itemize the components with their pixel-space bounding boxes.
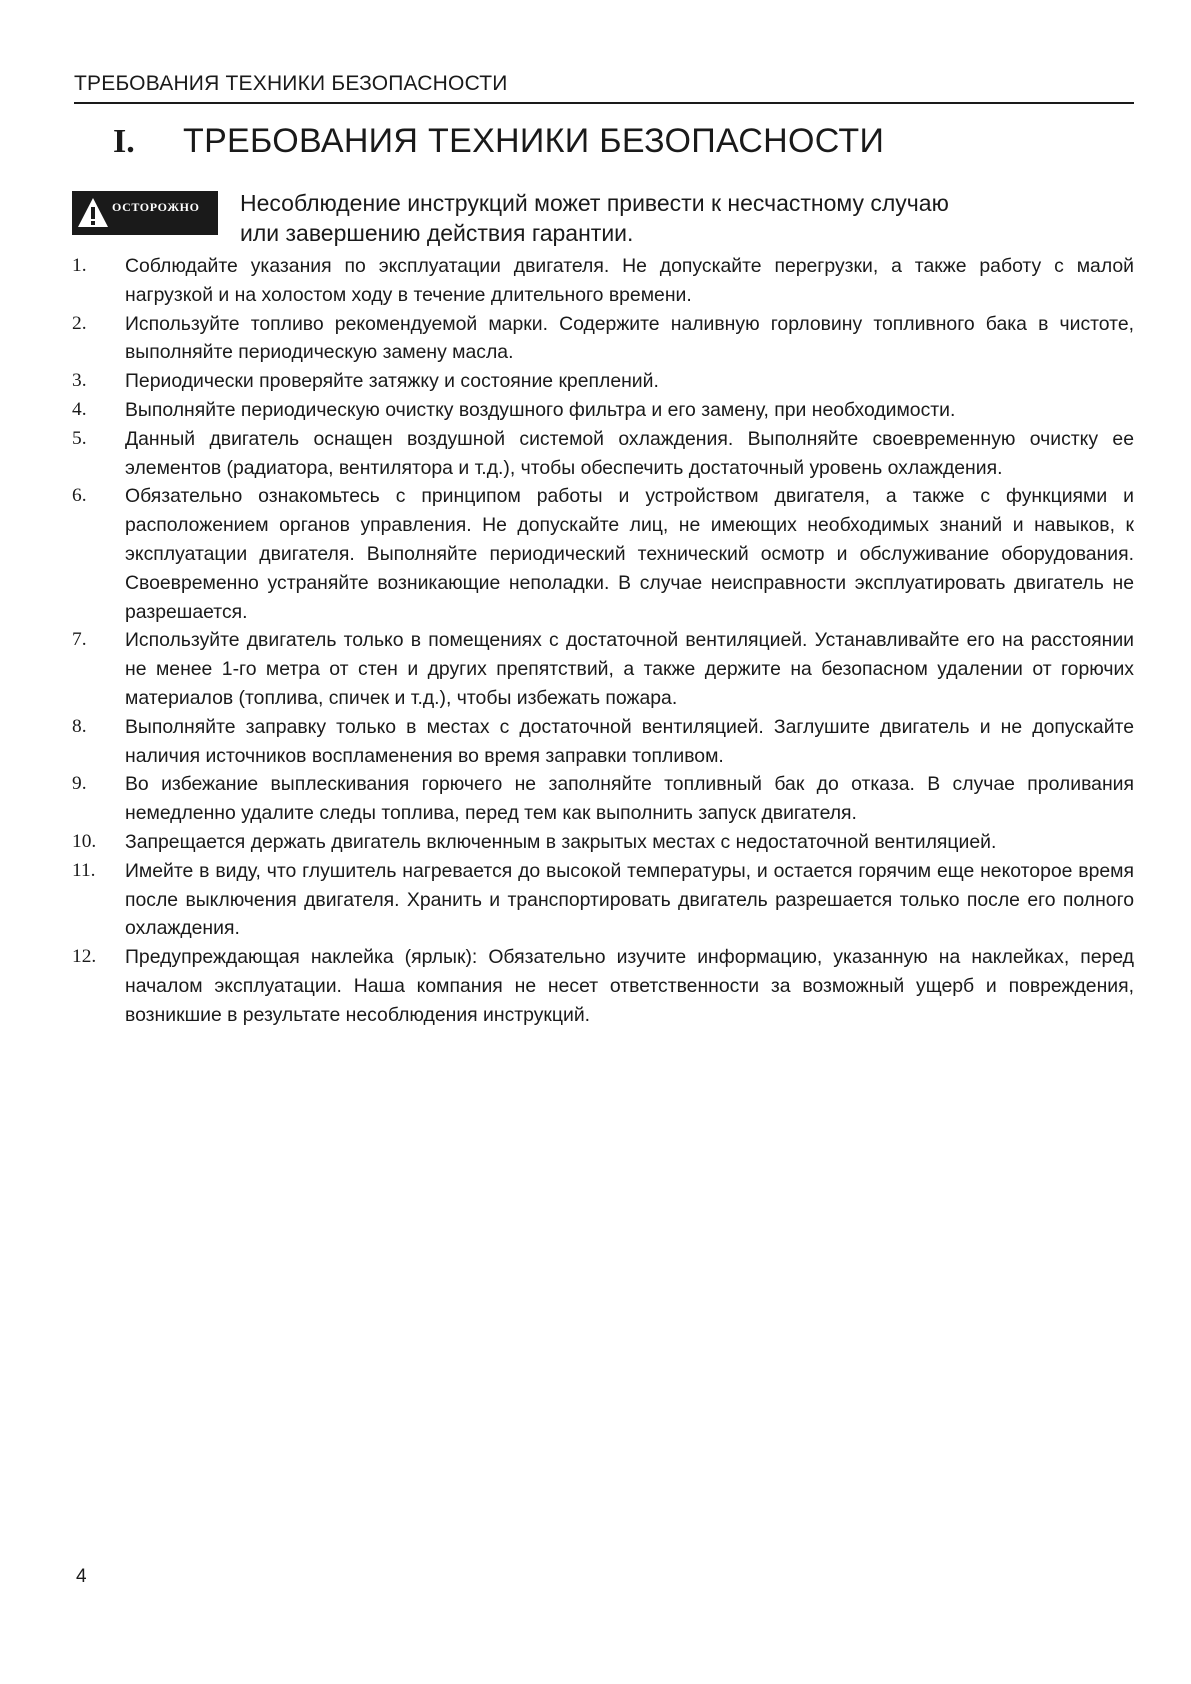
warning-message	[240, 188, 1120, 248]
warning-label: ОСТОРОЖНО	[112, 199, 200, 214]
section-heading	[113, 122, 884, 161]
list-item	[72, 828, 1134, 857]
list-item	[72, 770, 1134, 828]
list-item-number: 1.	[72, 255, 87, 276]
list-item-number: 6.	[72, 485, 87, 507]
list-item	[72, 713, 1134, 771]
list-item-text: Выполняйте периодическую очистку воздушного фильтра и его замену, при необходимости.	[125, 398, 956, 421]
list-item	[72, 482, 1134, 626]
list-item	[72, 626, 1134, 712]
warning-badge	[72, 191, 218, 235]
list-item-number: 3.	[72, 370, 87, 392]
list-item-number: 5.	[72, 427, 87, 449]
section-number: I.	[113, 123, 135, 160]
list-item	[72, 857, 1134, 943]
list-item-text: Во избежание выплескивания горючего не заполняйте топливный бак до отказа. В случае проливания немедленно удалите следы топлива, перед тем как выполнить запуск двигателя.	[125, 773, 1134, 825]
list-item-text: Данный двигатель оснащен воздушной системой охлаждения. Выполняйте своевременную очистку ее элементов (радиатора, вентилятора и т.д.), чтобы обеспечить достаточный уровень охлаждения.	[125, 427, 1134, 479]
section-title: ТРЕБОВАНИЯ ТЕХНИКИ БЕЗОПАСНОСТИ	[183, 122, 885, 160]
list-item-number: 9.	[72, 773, 87, 795]
list-item-number: 12.	[72, 946, 97, 968]
list-item-text: Выполняйте заправку только в местах с достаточной вентиляцией. Заглушите двигатель и не допускайте наличия источников воспламенения во время заправки топливом.	[125, 715, 1134, 767]
list-item-number: 4.	[72, 398, 87, 420]
list-item-text: Используйте двигатель только в помещениях с достаточной вентиляцией. Устанавливайте его на расстоянии не менее 1-го метра от стен и других препятствий, а также держите на безопасном удалении от горючих материалов (топлива, спичек и т.д.), чтобы избежать пожара.	[125, 629, 1134, 709]
list-item	[72, 396, 1134, 425]
warning-line-2: или завершению действия гарантии.	[240, 220, 634, 246]
list-item	[72, 943, 1134, 1029]
safety-rules-list	[72, 252, 1134, 1030]
list-item-number: 11.	[72, 859, 96, 881]
list-item-number: 8.	[72, 715, 87, 737]
list-item	[72, 367, 1134, 396]
list-item-text: Обязательно ознакомьтесь с принципом работы и устройством двигателя, а также с функциями и расположением органов управления. Не допускайте лиц, не имеющих необходимых знаний и навыков, к эксплуатации двигателя. Выполняйте периодический технический осмотр и обслуживание оборудования. Своевременно устраняйте возникающие неполадки. В случае неисправности эксплуатировать двигатель не разрешается.	[125, 485, 1134, 623]
running-header: ТРЕБОВАНИЯ ТЕХНИКИ БЕЗОПАСНОСТИ	[74, 72, 1134, 104]
page-number: 4	[76, 1566, 87, 1587]
list-item-text: Периодически проверяйте затяжку и состояние креплений.	[125, 370, 659, 393]
warning-line-1: Несоблюдение инструкций может привести к несчастному случаю	[240, 190, 949, 216]
list-item-number: 10.	[72, 830, 97, 852]
list-item-number: 2.	[72, 312, 87, 334]
list-item-text: Соблюдайте указания по эксплуатации двигателя. Не допускайте перегрузки, а также работу с малой нагрузкой и на холостом ходу в течение длительного времени.	[125, 255, 1134, 306]
list-item-text: Предупреждающая наклейка (ярлык): Обязательно изучите информацию, указанную на наклейках, перед началом эксплуатации. Наша компания не несет ответственности за возможный ущерб и повреждения, возникшие в результате несоблюдения инструкций.	[125, 946, 1134, 1026]
list-item-text: Используйте топливо рекомендуемой марки. Содержите наливную горловину топливного бака в чистоте, выполняйте периодическую замену масла.	[125, 312, 1134, 364]
list-item	[72, 425, 1134, 483]
warning-triangle-icon	[76, 196, 110, 230]
list-item-text: Имейте в виду, что глушитель нагревается до высокой температуры, и остается горячим еще некоторое время после выключения двигателя. Хранить и транспортировать двигатель разрешается только после его полного охлаждения.	[125, 859, 1134, 940]
list-item	[72, 310, 1134, 368]
list-item-text: Запрещается держать двигатель включенным в закрытых местах с недостаточной вентиляцией.	[125, 830, 997, 853]
list-item	[72, 252, 1134, 310]
list-item-number: 7.	[72, 629, 87, 651]
